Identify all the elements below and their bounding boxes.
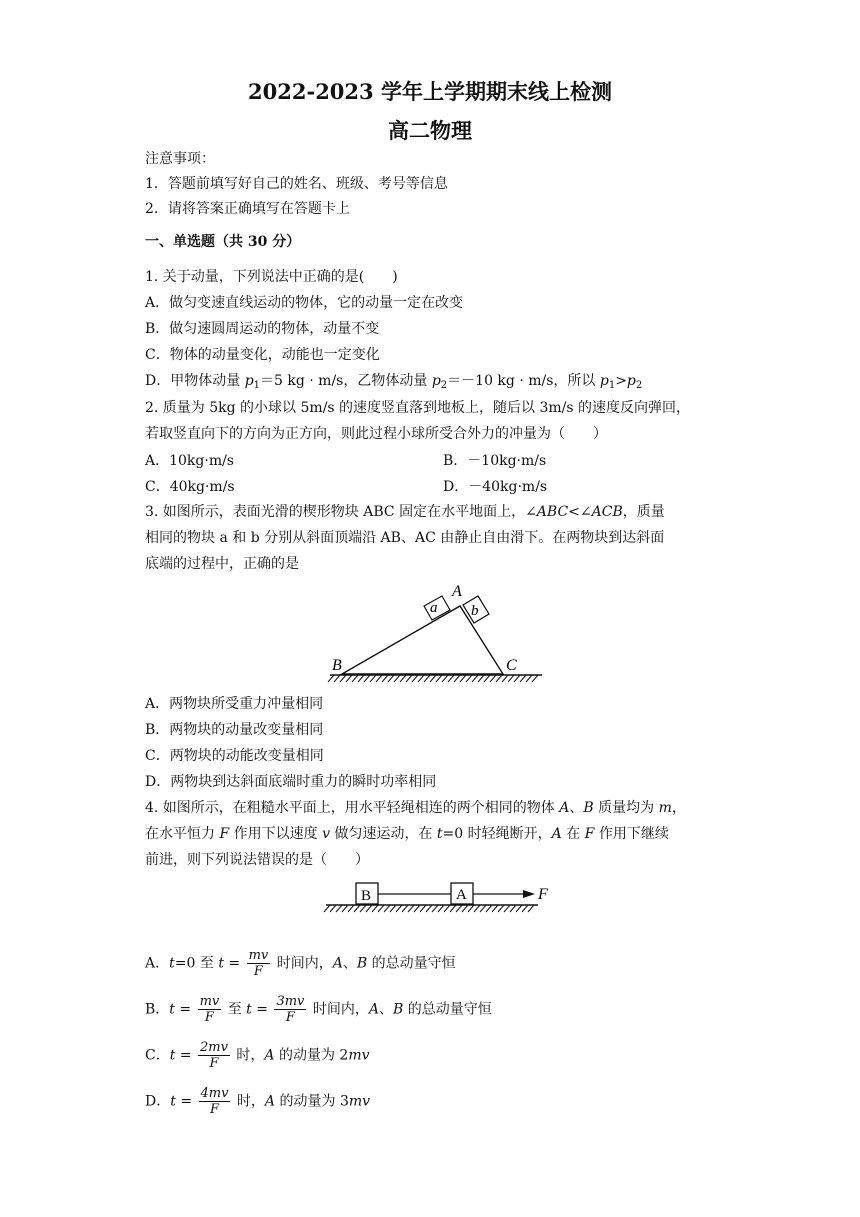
q4-option-b: B．t = $\frac{mv}{F}$ 至 t = $\frac{3mv}{F}$ 时间内，A、B 的总动量守恒 [145,994,492,1025]
arrow-head-icon [523,890,535,898]
q2-line-2: 若取竖直向下的方向为正方向，则此过程小球所受合外力的冲量为（ ） [145,426,607,442]
label-force: F [538,886,548,903]
exam-title: 2022-2023 学年上学期期末线上检测 [248,79,612,104]
wedge-figure [320,578,550,690]
notes-item-2: 2．请将答案正确填写在答题卡上 [145,201,350,217]
label-block-b: B [361,888,372,904]
notes-heading: 注意事项： [145,151,215,167]
q1-option-c: C．物体的动量变化，动能也一定变化 [145,347,380,363]
q3-option-b: B．两物块的动量改变量相同 [145,722,324,738]
label-vertex-c: C [506,657,517,674]
q3-line-2: 相同的物块 a 和 b 分别从斜面顶端沿 AB、AC 由静止自由滑下。在两物块到达斜面 [145,530,665,546]
ground-hatch [328,675,538,682]
fraction-mv-over-f: $\frac{mv}{F}$ [199,994,220,1025]
q4-option-c: C．t = $\frac{2mv}{F}$ 时，A 的动量为 2mv [145,1040,370,1071]
q4-line-1: 4. 如图所示，在粗糙水平面上，用水平轻绳相连的两个相同的物体 A、B 质量均为 m， [145,800,686,816]
label-vertex-b: B [332,657,342,674]
fraction-2mv-over-f: $\frac{2mv}{F}$ [200,1040,228,1071]
fraction-mv-over-f: $\frac{mv}{F}$ [248,948,269,979]
section-heading: 一、单选题（共 30 分） [145,234,301,250]
label-a: a [430,600,438,616]
blocks-figure [320,876,560,920]
q4-line-2: 在水平恒力 F 作用下以速度 v 做匀速运动，在 t=0 时轻绳断开，A 在 F 作用下继续 [145,826,669,842]
q4-line-3: 前进，则下列说法错误的是（ ） [145,852,369,868]
q2-option-b: B．－10kg·m/s [443,453,547,469]
surface-hatch [324,905,534,912]
label-b: b [471,603,479,619]
fraction-4mv-over-f: $\frac{4mv}{F}$ [200,1086,229,1117]
notes-item-1: 1．答题前填写好自己的姓名、班级、考号等信息 [145,176,448,192]
q1-option-d: D．甲物体动量 $p_1=5$ kg · m/s，乙物体动量 $p_2=-10$ kg · m/s，所以 $p_1>p_2$ [145,373,643,391]
q3-option-a: A．两物块所受重力冲量相同 [145,696,324,712]
label-block-a: A [456,887,467,903]
q3-line-1: 3. 如图所示，表面光滑的楔形物块 ABC 固定在水平地面上，∠ABC<∠ACB，质量 [145,504,665,520]
q4-option-a: A．t=0 至 t = $\frac{mv}{F}$ 时间内，A、B 的总动量守恒 [145,948,456,979]
q3-option-d: D．两物块到达斜面底端时重力的瞬时功率相同 [145,774,437,790]
q1-stem: 1. 关于动量，下列说法中正确的是( ) [145,269,398,285]
q3-option-c: C．两物块的动能改变量相同 [145,748,324,764]
q2-line-1: 2. 质量为 5kg 的小球以 5m/s 的速度竖直落到地板上，随后以 3m/s 的速度反向弹回， [145,400,691,416]
q2-option-a: A．10kg·m/s [145,453,234,469]
q4-option-d: D．t = $\frac{4mv}{F}$ 时，A 的动量为 3mv [145,1086,371,1117]
q1-option-a: A．做匀变速直线运动的物体，它的动量一定在改变 [145,295,464,311]
q3-line-3: 底端的过程中，正确的是 [145,556,299,572]
q2-option-c: C．40kg·m/s [145,479,235,495]
exam-subtitle: 高二物理 [388,118,472,143]
q2-option-d: D．－40kg·m/s [443,479,548,495]
q1-option-b: B．做匀速圆周运动的物体，动量不变 [145,321,380,337]
label-vertex-a: A [452,583,462,600]
fraction-3mv-over-f: $\frac{3mv}{F}$ [276,994,305,1025]
